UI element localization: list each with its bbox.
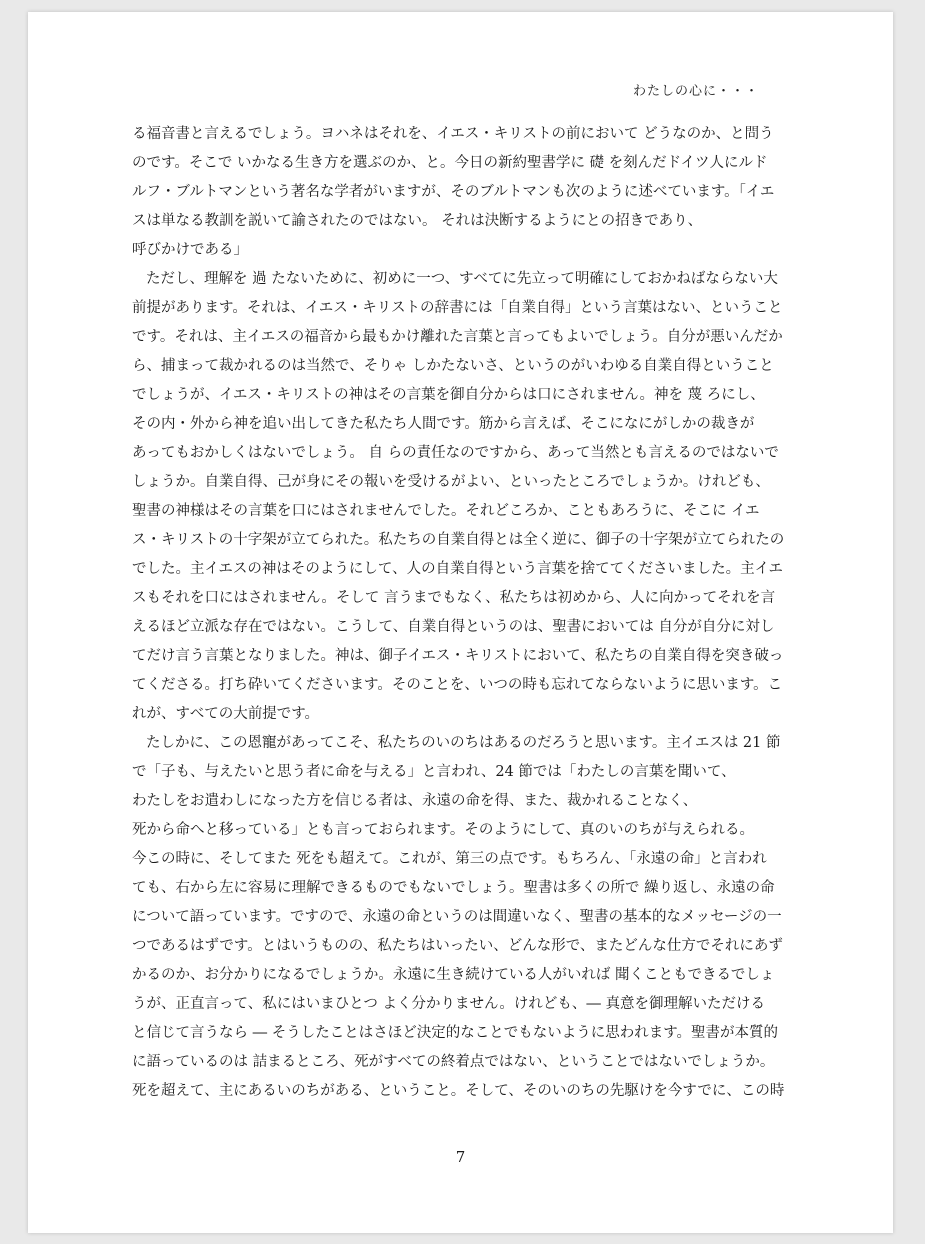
running-head: わたしの心に・・・: [633, 84, 760, 99]
text-line: ても、右から左に容易に理解できるものでもないでしょう。聖書は多くの所で 繰り返し、永遠の命: [132, 880, 775, 896]
text-line: てだけ言う言葉となりました。神は、御子イエス・キリストにおいて、私たちの自業自得を突き破っ: [132, 648, 784, 664]
text-line: について語っています。ですので、永遠の命というのは間違いなく、聖書の基本的なメッセージの一: [132, 909, 782, 925]
text-line: でしょうが、イエス・キリストの神はその言葉を御自分からは口にされません。神を 蔑 ろにし、: [132, 387, 765, 403]
text-line: スもそれを口にはされません。そして 言うまでもなく、私たちは初めから、人に向かってそれを言: [132, 590, 776, 606]
text-line: 今この時に、そしてまた 死をも超えて。これが、第三の点です。もちろん、「永遠の命」と言われ: [132, 851, 767, 867]
text-line: しょうか。自業自得、己が身にその報いを受けるがよい、といったところでしょうか。けれども、: [132, 474, 770, 490]
text-line: 前提があります。それは、イエス・キリストの辞書には「自業自得」という言葉はない、ということ: [132, 300, 783, 316]
text-line: えるほど立派な存在ではない。こうして、自業自得というのは、聖書においては 自分が自分に対し: [132, 619, 775, 635]
text-line: 死を超えて、主にあるいのちがある、ということ。そして、そのいのちの先駆けを今すでに、この時: [132, 1083, 785, 1099]
text-line: に語っているのは 詰まるところ、死がすべての終着点ではない、ということではないでしょうか。: [132, 1054, 775, 1070]
text-line: のです。そこで いかなる生き方を選ぶのか、と。今日の新約聖書学に 礎 を刻んだドイツ人にルド: [132, 155, 768, 171]
document-page: [28, 12, 893, 1233]
text-line: かるのか、お分かりになるでしょうか。永遠に生き続けている人がいれば 聞くこともできるでしょ: [132, 967, 775, 983]
paragraph-start-line: ただし、理解を 過 たないために、初めに一つ、すべてに先立って明確にしておかねばならない大: [146, 271, 778, 287]
body-text: [132, 120, 796, 1106]
text-line: で「子も、与えたいと思う者に命を与える」と言われ、24 節では「わたしの言葉を聞いて、: [132, 764, 736, 780]
page-number: 7: [455, 1148, 466, 1166]
text-line: ルフ・ブルトマンという著名な学者がいますが、そのブルトマンも次のように述べています。「イエ: [132, 184, 775, 200]
text-line: ら、捕まって裁かれるのは当然で、そりゃ しかたないさ、というのがいわゆる自業自得ということ: [132, 358, 774, 374]
text-line: れが、すべての大前提です。: [132, 706, 320, 722]
text-line: 呼びかけである」: [132, 242, 248, 258]
text-line: つであるはずです。とはいうものの、私たちはいったい、どんな形で、またどんな仕方でそれにあず: [132, 938, 783, 954]
paragraph-start-line: たしかに、この恩寵があってこそ、私たちのいのちはあるのだろうと思います。主イエスは 21 節: [146, 735, 781, 751]
text-line: ス・キリストの十字架が立てられた。私たちの自業自得とは全く逆に、御子の十字架が立てられたの: [132, 532, 785, 548]
text-line: です。それは、主イエスの福音から最もかけ離れた言葉と言ってもよいでしょう。自分が悪いんだか: [132, 329, 783, 345]
text-line: スは単なる教訓を説いて諭されたのではない。 それは決断するようにとの招きであり、: [132, 213, 703, 229]
text-line: と信じて言うなら ― そうしたことはさほど決定的なことでもないように思われます。聖書が本質的: [132, 1025, 779, 1041]
text-line: その内・外から神を追い出してきた私たち人間です。筋から言えば、そこになにがしかの裁きが: [132, 416, 755, 432]
text-line: うが、正直言って、私にはいまひとつ よく分かりません。けれども、― 真意を御理解いただける: [132, 996, 766, 1012]
text-line: 聖書の神様はその言葉を口にはされませんでした。それどころか、こともあろうに、そこに イエ: [132, 503, 760, 519]
text-line: わたしをお遣わしになった方を信じる者は、永遠の命を得、また、裁かれることなく、: [132, 793, 698, 809]
text-line: でした。主イエスの神はそのようにして、人の自業自得という言葉を捨ててくださいました。主イエ: [132, 561, 784, 577]
text-line: てくださる。打ち砕いてくださいます。そのことを、いつの時も忘れてならないように思います。こ: [132, 677, 783, 693]
text-line: る福音書と言えるでしょう。ヨハネはそれを、イエス・キリストの前において どうなのか、と問う: [132, 126, 774, 142]
text-line: 死から命へと移っている」とも言っておられます。そのようにして、真のいのちが与えられる。: [132, 822, 755, 838]
text-line: あってもおかしくはないでしょう。 自 らの責任なのですから、あって当然とも言えるのではないで: [132, 445, 779, 461]
